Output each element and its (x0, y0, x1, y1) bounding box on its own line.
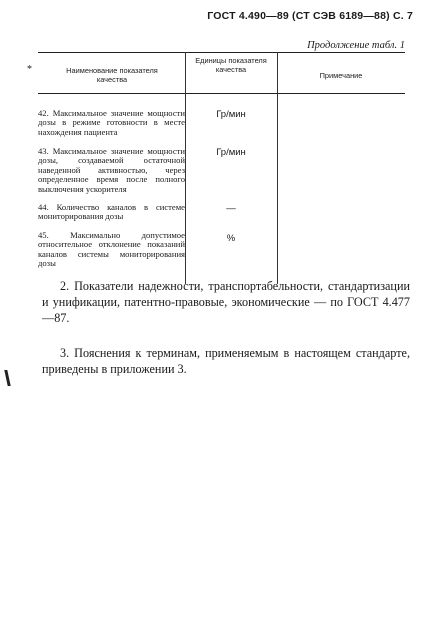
column-header-name: Наименование показателя качества (66, 66, 158, 84)
table-row-unit: % (226, 233, 236, 244)
table-row-unit: Гр/мин (216, 147, 246, 158)
table-row-name: 44. Количество каналов в системе мониторирования дозы (38, 202, 185, 222)
paragraph-3: 3. Пояснения к терминам, применяемым в настоящем стандарте, приведены в приложении 3. (42, 346, 410, 376)
column-header-note: Примечание (319, 71, 363, 80)
column-divider (277, 52, 278, 284)
header-bottom-rule (38, 93, 405, 94)
table-top-rule (38, 52, 405, 53)
margin-mark: * (27, 64, 32, 75)
table-row-name: 45. Максимально допустимое относительное отклонение показаний каналов системы мониторирования дозы (38, 230, 185, 269)
table-row-unit: Гр/мин (216, 109, 246, 120)
column-header-units: Единицы показателя качества (195, 56, 267, 74)
paragraph-2: 2. Показатели надежности, транспортабельности, стандартизации и унификации, патентно-правовые, экономические — по ГОСТ 4.477—87. (42, 279, 410, 325)
table-continuation-label: Продолжение табл. 1 (307, 40, 405, 51)
margin-tick-mark (4, 370, 10, 386)
table-row-name: 43. Максимальное значение мощности дозы, создаваемой остаточной наведенной активностью, через определенное время после полного выключения ускорителя (38, 146, 185, 194)
page-header: ГОСТ 4.490—89 (СТ СЭВ 6189—88) С. 7 (207, 10, 413, 22)
quality-indicators-table (38, 52, 405, 284)
table-row-name: 42. Максимальное значение мощности дозы в режиме готовности в месте нахождения пациента (38, 108, 185, 137)
column-divider (185, 52, 186, 284)
table-row-unit: — (226, 203, 236, 214)
